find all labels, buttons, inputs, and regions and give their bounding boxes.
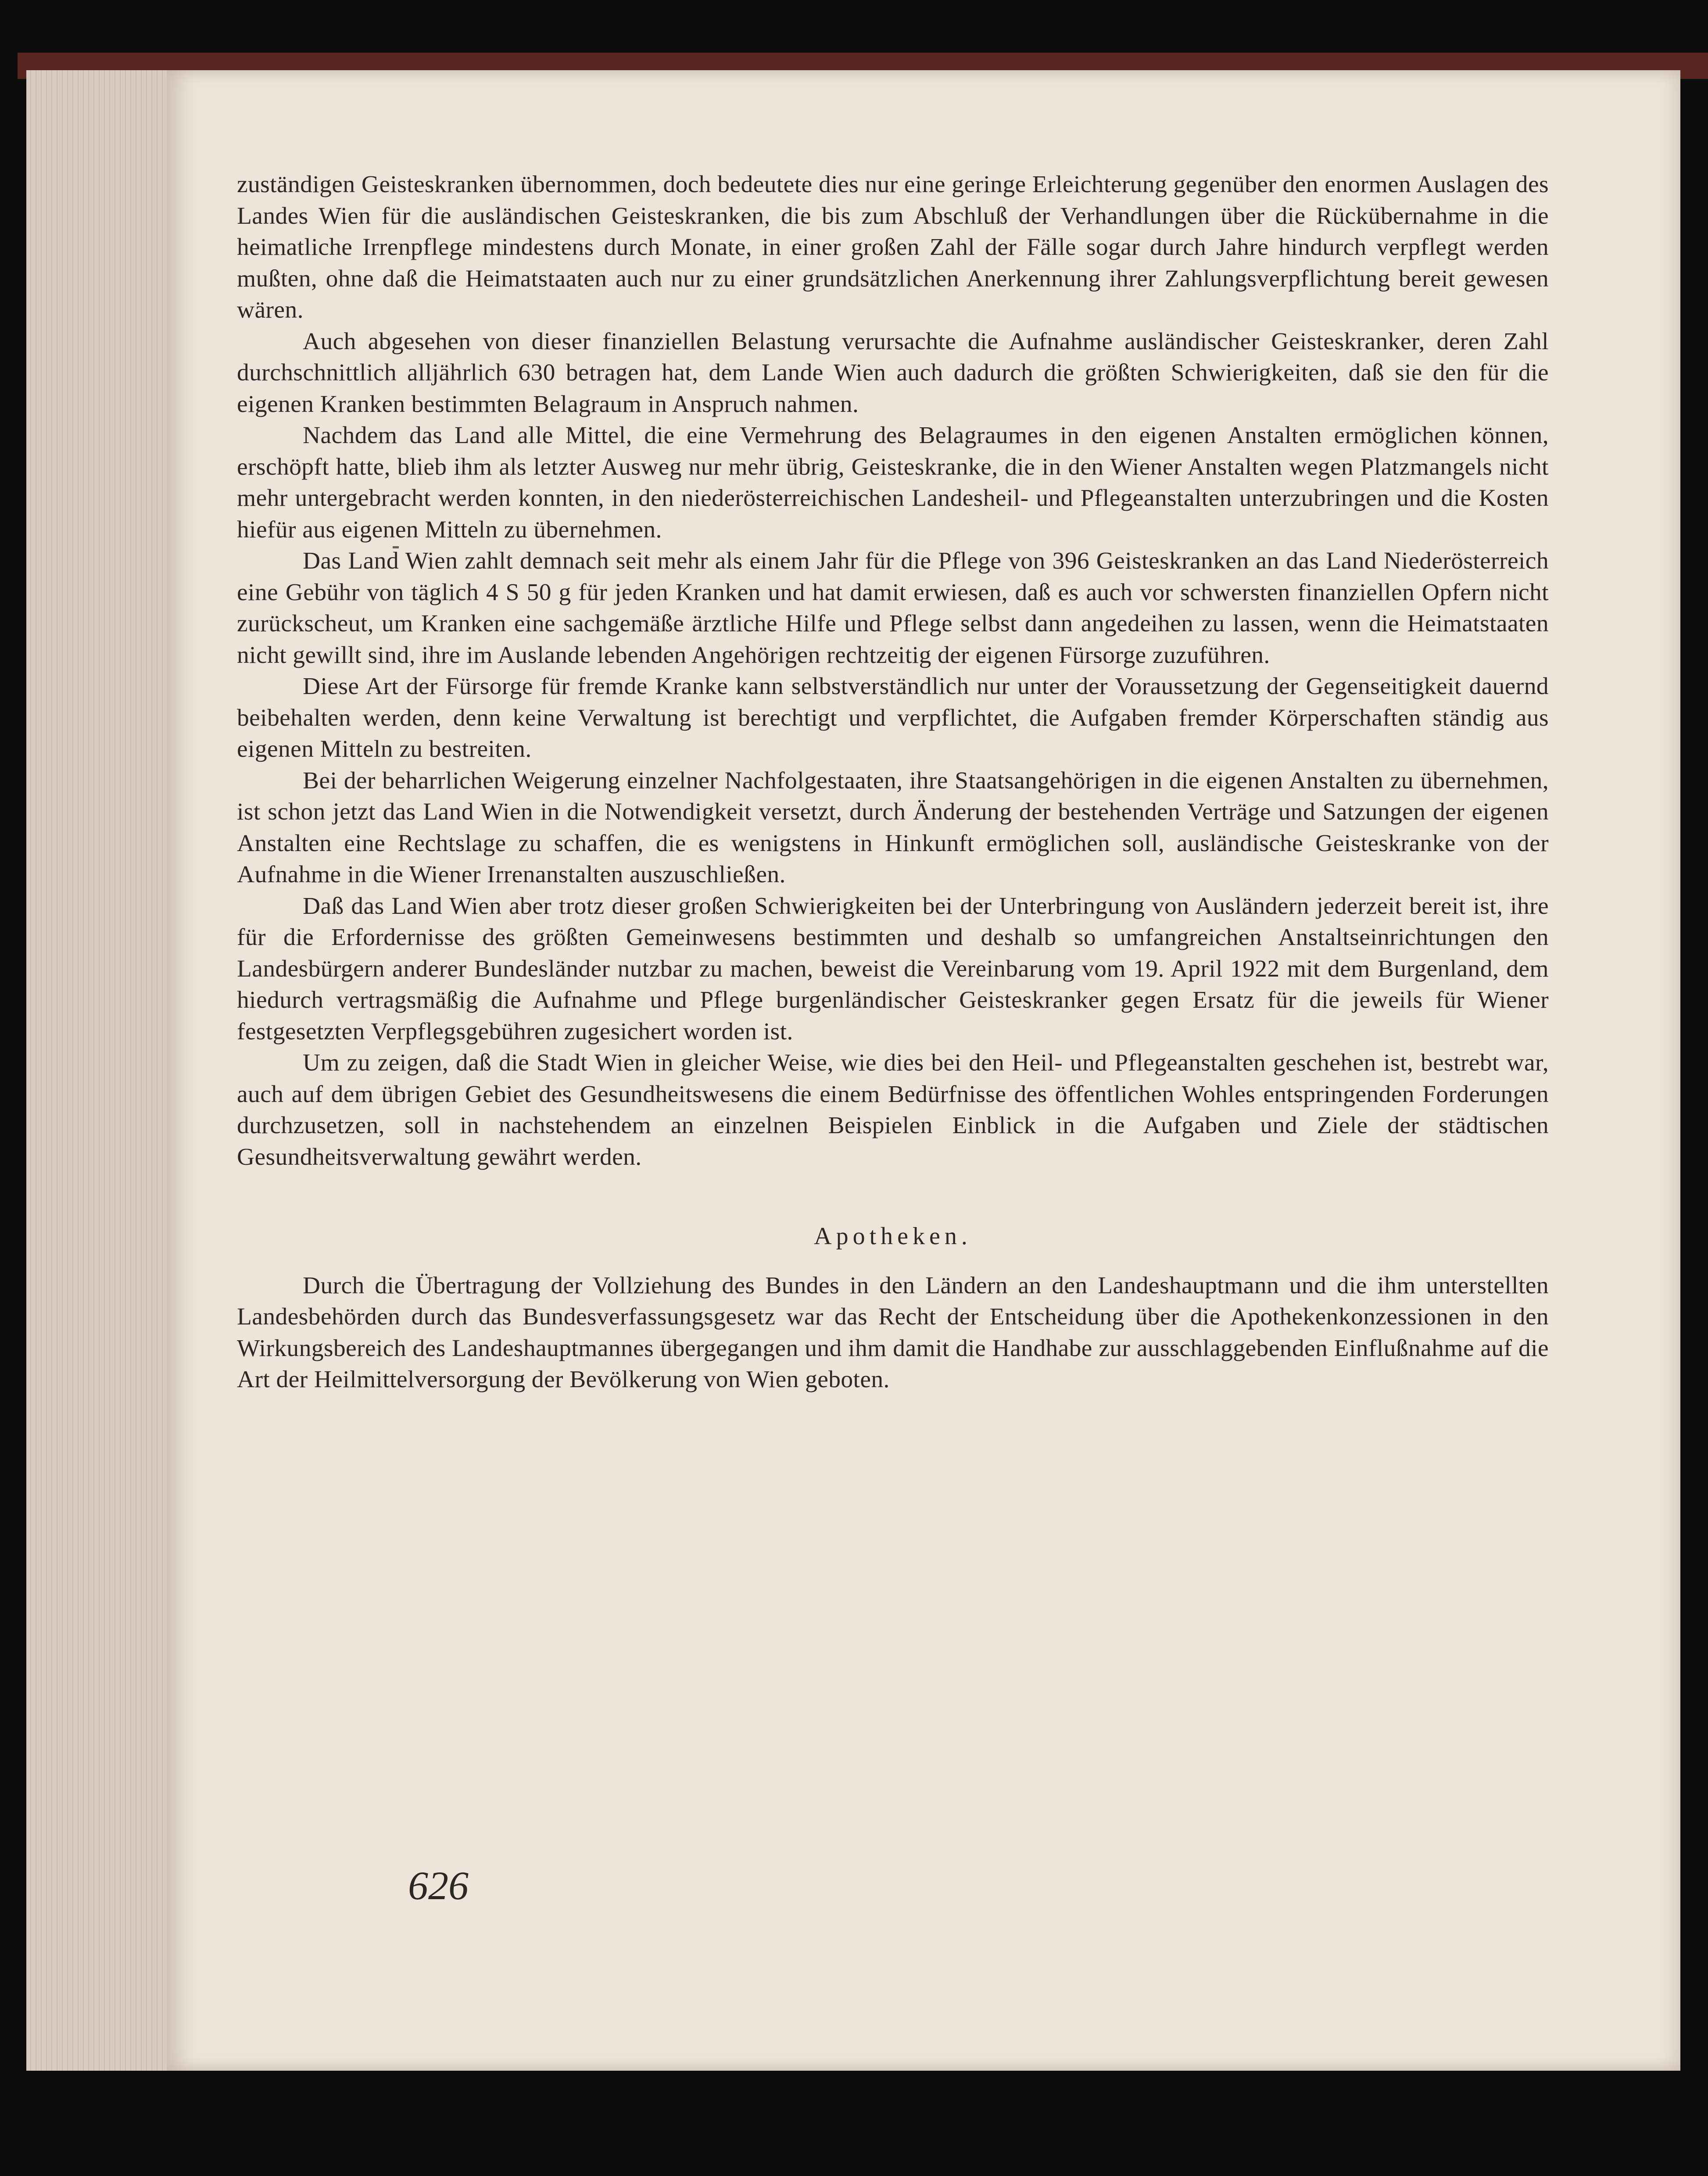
paragraph: Durch die Übertragung der Vollziehung des Bundes in den Ländern an den Landeshauptmann und die ihm unterstellten Landesbehörden durch das Bundesverfassungsgesetz war das Recht der Entscheidung über die Apothekenkonzessionen in den Wirkungsbereich des Landeshauptmannes übergegangen und ihm damit die Handhabe zur ausschlaggebenden Einflußnahme auf die Art der Heilmittelversorgung der Bevölkerung von Wien geboten. <box>237 1272 1549 1393</box>
section-heading: Apotheken. <box>814 1223 972 1250</box>
paragraph: Daß das Land Wien aber trotz dieser großen Schwierigkeiten bei der Unterbringung von Ausländern jederzeit bereit ist, ihre für die Erfordernisse des größten Gemeinwesens bestimmten und deshalb so umfangreichen Anstaltseinrichtungen den Landesbürgern anderer Bundesländer nutzbar zu machen, beweist die Vereinbarung vom 19. April 1922 mit dem Burgenland, dem hiedurch vertragsmäßig die Aufnahme und Pflege burgenländischer Geisteskranker gegen Ersatz für die jeweils für Wiener festgesetzten Verpflegsgebühren zugesichert worden ist. <box>237 892 1549 1045</box>
paragraph: Um zu zeigen, daß die Stadt Wien in gleicher Weise, wie dies bei den Heil- und Pflegeanstalten geschehen ist, bestrebt war, auch auf dem übrigen Gebiet des Gesundheitswesens die einem Bedürfnisse des öffentlichen Wohles entspringenden Forderungen durchzusetzen, soll in nachstehendem an einzelnen Beispielen Einblick in die Aufgaben und Ziele der städtischen Gesundheitsverwaltung gewährt werden. <box>237 1049 1549 1170</box>
paragraph: Nachdem das Land alle Mittel, die eine Vermehrung des Belagraumes in den eigenen Anstalten ermöglichen können, erschöpft hatte, blieb ihm als letzter Ausweg nur mehr übrig, Geisteskranke, die in den Wiener Anstalten wegen Platzmangels nicht mehr untergebracht werden konnten, in den niederösterreichischen Landesheil- und Pflegeanstalten unterzubringen und die Kosten hiefür aus eigenen Mitteln zu übernehmen. <box>237 422 1549 543</box>
paragraph: Diese Art der Fürsorge für fremde Kranke kann selbstverständlich nur unter der Voraussetzung der Gegenseitigkeit dauernd beibehalten werden, denn keine Verwaltung ist berechtigt und verpflichtet, die Aufgaben fremder Körperschaften ständig aus eigenen Mitteln zu bestreiten. <box>237 673 1549 762</box>
page-body-text <box>237 169 1549 1396</box>
paragraph: Auch abgesehen von dieser finanziellen Belastung verursachte die Aufnahme ausländischer Geisteskranker, deren Zahl durchschnittlich alljährlich 630 betragen hat, dem Lande Wien auch dadurch die größten Schwierigkeiten, daß sie den für die eigenen Kranken bestimmten Belagraum in Anspruch nahmen. <box>237 328 1549 418</box>
page-number: 626 <box>408 1863 469 1908</box>
paragraph: zuständigen Geisteskranken übernommen, doch bedeutete dies nur eine geringe Erleichterung gegenüber den enormen Auslagen des Landes Wien für die ausländischen Geisteskranken, die bis zum Abschluß der Verhandlungen über die Rückübernahme in die heimatliche Irrenpflege mindestens durch Monate, in einer großen Zahl der Fälle sogar durch Jahre hindurch verpflegt werden mußten, ohne daß die Heimatstaaten auch nur zu einer grundsätzlichen Anerkennung ihrer Zahlungsverpflichtung bereit gewesen wären. <box>237 171 1549 323</box>
paragraph: Bei der beharrlichen Weigerung einzelner Nachfolgestaaten, ihre Staatsangehörigen in die eigenen Anstalten zu übernehmen, ist schon jetzt das Land Wien in die Notwendigkeit versetzt, durch Änderung der bestehenden Verträge und Satzungen der eigenen Anstalten eine Rechtslage zu schaffen, die es wenigstens in Hinkunft ermöglichen soll, ausländische Geisteskranke von der Aufnahme in die Wiener Irrenanstalten auszuschließen. <box>237 767 1549 888</box>
page-stack-edges <box>26 70 175 2071</box>
paragraph: Das Land Wien zahlt demnach seit mehr als einem Jahr für die Pflege von 396 Geisteskranken an das Land Niederösterreich eine Gebühr von täglich 4 S 50 g für jeden Kranken und hat damit erwiesen, daß es auch vor schwersten finanziellen Opfern nicht zurückscheut, um Kranken eine sachgemäße ärztliche Hilfe und Pflege selbst dann angedeihen zu lassen, wenn die Heimatstaaten nicht gewillt sind, ihre im Auslande lebenden Angehörigen rechtzeitig der eigenen Fürsorge zuzuführen. <box>237 548 1549 669</box>
